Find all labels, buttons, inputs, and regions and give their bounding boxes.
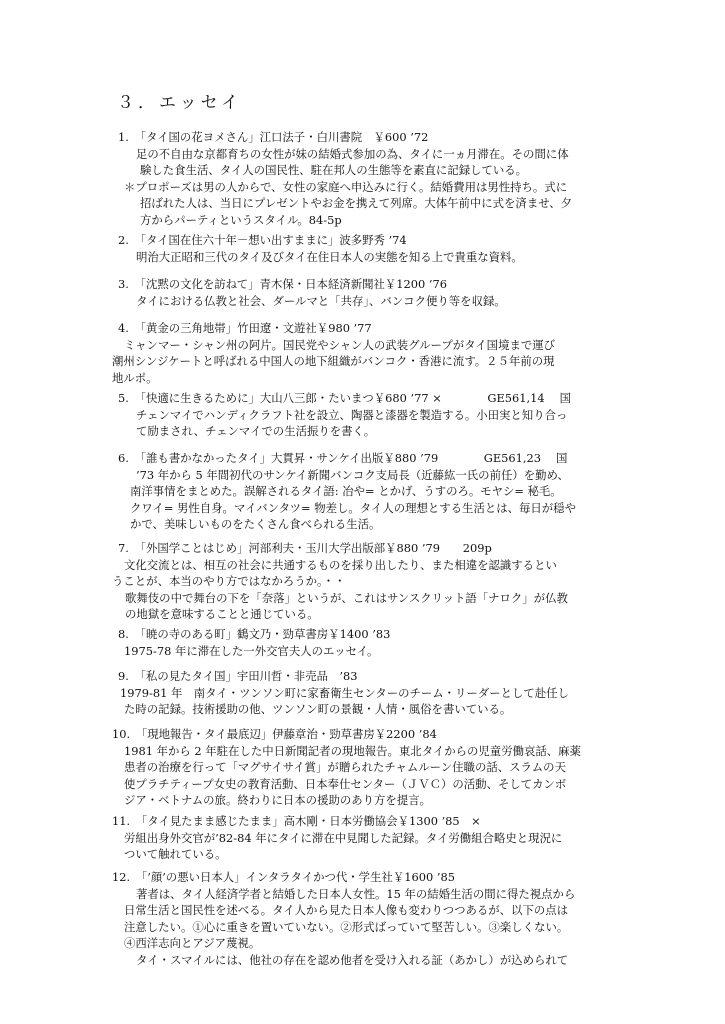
entry-title: 11. 「タイ見たまま感じたまま」高木剛・日本労働協会￥1300 ’85 × (112, 814, 481, 828)
entry-title: 10. 「現地報告・タイ最底辺」伊藤章治・勁草書房￥2200 ’84 (112, 727, 437, 741)
entry-text: ついて触れている。 (124, 847, 227, 862)
entry-text: 患者の治療を行って「マグサイサイ賞」が贈られたチャムルーン住職の話、スラムの天 (124, 760, 566, 775)
entry-text: た時の記録。技術援助の他、ツンソン町の景観・人情・風俗を書いている。 (124, 702, 512, 717)
entry-text: 地ルポ。 (112, 370, 158, 385)
entry-title: 1. 「タイ国の花ヨメさん」江口法子・白川書院 ￥600 ’72 (118, 130, 429, 144)
entry-text: 1975-78 年に滞在した一外交官夫人のエッセイ。 (124, 643, 379, 658)
entry-note: ＊プロポーズは男の人からで、女性の家庭へ申込みに行く。結婚費用は男性持ち。式に (124, 179, 568, 194)
section-heading: ３．エッセイ (117, 93, 243, 113)
entry-text: 歌舞伎の中で舞台の下を「奈落」というが、これはサンスクリット語「ナロク」が仏教 (125, 590, 568, 605)
entry-title: 7. 「外国学ことはじめ」河部利夫・玉川大学出版部￥880 ’79 209p (118, 541, 492, 555)
entry-text: の地獄を意味することと通じている。 (125, 607, 319, 622)
entry-title: 6. 「誰も書かなかったタイ」大貫昇・サンケイ出版￥880 ’79 GE561,23 国 (118, 451, 568, 465)
entry-text: ’73 年から 5 年間初代のサンケイ新聞バンコク支局長（近藤紘一氏の前任）を勤め、 (136, 467, 569, 482)
entry-text: 著者は、タイ人経済学者と結婚した日本人女性。15 年の結婚生活の間に得た視点から (136, 886, 576, 901)
entry-text: ミャンマー・シャン州の阿片。国民党やシャン人の武装グループがタイ国境まで運び (124, 337, 556, 352)
entry-text: 南洋事情をまとめた。誤解されるタイ語: 冶や= とかげ、うすのろ。モヤシ= 秘毛。 (130, 484, 562, 499)
entry-text: 1981 年から 2 年駐在した中日新聞記者の現地報告。東北タイからの児童労働哀話、麻薬 (124, 743, 581, 758)
essay-entry-8 (112, 626, 672, 659)
entry-text: うことが、本当のやり方ではなかろうか。・・ (112, 574, 346, 589)
entry-text: 日常生活と国民性を述べる。タイ人から見た日本人像も変わりつつあるが、以下の点は (124, 903, 569, 918)
essay-entry-5 (112, 390, 672, 440)
essay-entry-1 (112, 129, 672, 229)
entry-text: タイ・スマイルには、他社の存在を認め他者を受け入れる証（あかし）が込められて (136, 952, 569, 967)
entry-text: 使プラチティープ女史の教育活動、日本奉仕センター（ＪＶＣ）の活動、そしてカンボ (124, 776, 567, 791)
entry-title: 4. 「黄金の三角地帯」竹田遼・文遊社￥980 ’77 (118, 321, 372, 335)
essay-entry-6 (112, 450, 672, 533)
entry-text: 潮州シンジケートと呼ばれる中国人の地下組織がバンコク・香港に流す。２５年前の現 (112, 354, 555, 369)
entry-text: 文化交流とは、相互の社会に共通するものを採り出したり、また相違を認識するとい (124, 557, 557, 572)
entry-text: 方からパーティというスタイル。84-5p (140, 212, 342, 227)
essay-entry-12 (112, 869, 672, 969)
entry-text: 労組出身外交官が’82-84 年にタイに滞在中見聞した記録。タイ労働組合略史と現況に (124, 830, 563, 845)
entry-title: 3. 「沈黙の文化を訪ねて」青木保・日本経済新聞社￥1200 ’76 (118, 277, 447, 291)
entry-title: 5. 「快適に生きるために」大山八三郎・たいまつ￥680 ’77 × GE561,14 国 (118, 391, 572, 405)
essay-entry-11 (112, 813, 672, 863)
entry-text: 招ばれた人は、当日にプレゼントやお金を携えて列席。大体午前中に式を済ませ、夕 (140, 196, 573, 211)
entry-title: 9. 「私の見たタイ国」宇田川哲・非売品 ’83 (118, 669, 358, 683)
essay-entry-10 (112, 726, 672, 809)
entry-text: かで、美味しいものをたくさん食べられる生活。 (130, 517, 381, 532)
essay-entry-3 (112, 276, 672, 309)
entry-text: 1979-81 年 南タイ・ツンソン町に家畜衛生センターのチーム・リーダーとして赴任し (120, 685, 569, 700)
essay-entry-4 (112, 320, 672, 386)
essay-entry-7 (112, 540, 672, 623)
entry-title: 2. 「タイ国在住六十年－想い出すままに」波多野秀 ’74 (118, 233, 407, 247)
entry-text: 験した食生活、タイ人の国民性、駐在邦人の生態等を素直に記録している。 (140, 163, 528, 178)
entry-title: 8. 「暁の寺のある町」鶴文乃・勁草書房￥1400 ’83 (118, 627, 391, 641)
entry-text: タイにおける仏教と社会、ダールマと「共存」、バンコク便り等を収録。 (136, 293, 506, 308)
entry-text: チェンマイでハンディクラフト社を設立、陶器と漆器を製造する。小田実と知り合っ (136, 407, 568, 422)
essay-entry-9 (112, 668, 672, 718)
entry-title: 12. 「’顔’の悪い日本人」インタラタイかつ代・学生社￥1600 ’85 (112, 870, 455, 884)
entry-text: 足の不自由な京都育ちの女性が妹の結婚式参加の為、タイに一ヵ月滞在。その間に体 (136, 146, 569, 161)
entry-text: ジア・ベトナムの旅。終わりに日本の援助のあり方を提言。 (124, 793, 431, 808)
essay-entry-2 (112, 232, 672, 265)
entry-text: て励まされ、チェンマイでの生活振りを書く。 (136, 424, 376, 439)
entry-text: クワイ= 男性自身。マイバンタツ= 物差し。タイ人の理想とする生活とは、毎日が穏や (130, 500, 576, 515)
entry-text: 注意したい。①心に重きを置いていない。②形式ばっていて堅苦しい。③楽しくない。 (124, 919, 569, 934)
entry-text: ④西洋志向とアジア蔑視。 (124, 936, 261, 951)
entry-text: 明治大正昭和三代のタイ及びタイ在住日本人の実態を知る上で貴重な資料。 (136, 249, 523, 264)
